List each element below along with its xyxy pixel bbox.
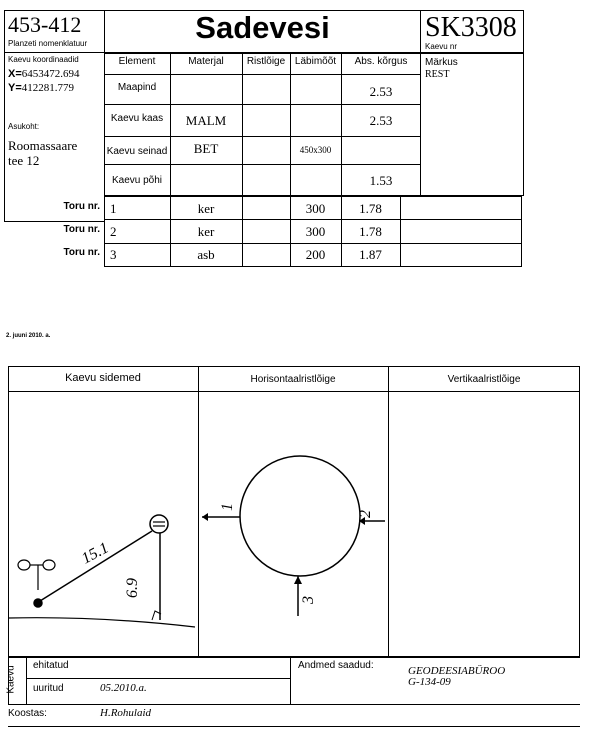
- location-line2: tee 12: [8, 153, 40, 168]
- pipe2-label: Toru nr.: [63, 224, 100, 235]
- x-value: 6453472.694: [21, 68, 80, 80]
- row-pohi-height: 1.53: [369, 173, 393, 188]
- row-pohi-element: Kaevu põhi: [111, 175, 163, 186]
- pipe3-no: 3: [110, 247, 117, 262]
- arrow-3-icon: [294, 576, 302, 584]
- row-kaas-height: 2.53: [369, 113, 393, 128]
- document-date: 2. juuni 2010. a.: [6, 333, 51, 339]
- pipe1-height: 1.78: [359, 201, 382, 216]
- compiled-by-value: H.Rohulaid: [100, 707, 152, 719]
- pipe3-material: asb: [197, 247, 215, 262]
- arrow-3-label: 3: [300, 596, 317, 604]
- pipe1-diameter: 300: [305, 201, 326, 216]
- pipe1-label: Toru nr.: [63, 201, 100, 212]
- location-label: Asukoht:: [8, 122, 40, 131]
- arrow-1-icon: [202, 513, 208, 521]
- arrow-2-label: 2: [357, 510, 374, 518]
- well-number-label: Kaevu nr: [425, 42, 458, 51]
- map-sheet-number: 453-412: [8, 12, 82, 37]
- x-label: X=: [8, 68, 22, 80]
- coords-label: Kaevu koordinaadid: [8, 55, 79, 64]
- arrow-1-label: 1: [219, 503, 236, 511]
- y-label: Y=: [8, 82, 22, 94]
- row-kaas-element: Kaevu kaas: [110, 113, 164, 124]
- pipe3-label: Toru nr.: [63, 247, 100, 258]
- pipe2-diameter: 300: [305, 224, 326, 239]
- row-maapind-height: 2.53: [369, 84, 393, 99]
- col-element: Element: [118, 56, 156, 67]
- data-source-line2: G-134-09: [408, 676, 451, 688]
- col-vertical-section-title: Vertikaalristlõige: [447, 374, 521, 385]
- y-value: 412281.779: [21, 82, 75, 94]
- well-number: SK3308: [425, 12, 517, 43]
- data-source-label: Andmed saadud:: [298, 660, 374, 671]
- surveyed-value: 05.2010.a.: [100, 682, 147, 694]
- remarks-value: REST: [425, 69, 450, 80]
- location-line1: Roomassaare: [8, 138, 78, 153]
- surveyed-label: uuritud: [33, 683, 64, 694]
- pipe2-no: 2: [110, 224, 117, 239]
- pipe2-material: ker: [197, 224, 215, 239]
- compiled-by-label: Koostas:: [8, 708, 47, 719]
- data-source-line1: GEODEESIABÜROO: [408, 665, 506, 677]
- pipe3-diameter: 200: [305, 247, 326, 262]
- col-cross-section: Ristlõige: [246, 56, 286, 67]
- pipe1-no: 1: [110, 201, 117, 216]
- col-abs-height: Abs. kõrgus: [354, 56, 408, 67]
- pipe1-material: ker: [197, 201, 215, 216]
- footer-well-side-label: Kaevu: [5, 665, 17, 694]
- row-seinad-diameter: 450x300: [299, 145, 332, 155]
- col-horizontal-section-title: Horisontaalristlõige: [250, 374, 336, 385]
- lamp-post-icon: [18, 560, 55, 590]
- well-ties-sketch: [9, 392, 198, 656]
- y-coordinate: [8, 82, 74, 94]
- distance-1-label: 15.1: [78, 539, 112, 568]
- horizontal-section-sketch: [199, 392, 388, 656]
- pipe3-height: 1.87: [359, 247, 382, 262]
- pipe2-height: 1.78: [359, 224, 382, 239]
- col-material: Materjal: [188, 56, 224, 67]
- remarks-label: Märkus: [425, 57, 458, 68]
- built-label: ehitatud: [33, 660, 69, 671]
- map-sheet-label: Planzeti nomenklatuur: [8, 39, 88, 48]
- row-maapind-element: Maapind: [117, 82, 157, 93]
- col-well-ties-title: Kaevu sidemed: [65, 372, 141, 384]
- row-seinad-material: BET: [193, 141, 219, 156]
- page-title: Sadevesi: [195, 10, 330, 45]
- row-kaas-material: MALM: [185, 113, 227, 128]
- well-outline: [240, 456, 360, 576]
- col-diameter: Läbimõõt: [294, 56, 337, 67]
- well-symbol-icon: [150, 515, 168, 533]
- row-seinad-element: Kaevu seinad: [106, 146, 168, 157]
- distance-2-label: 6.9: [124, 578, 141, 598]
- x-coordinate: [8, 68, 80, 80]
